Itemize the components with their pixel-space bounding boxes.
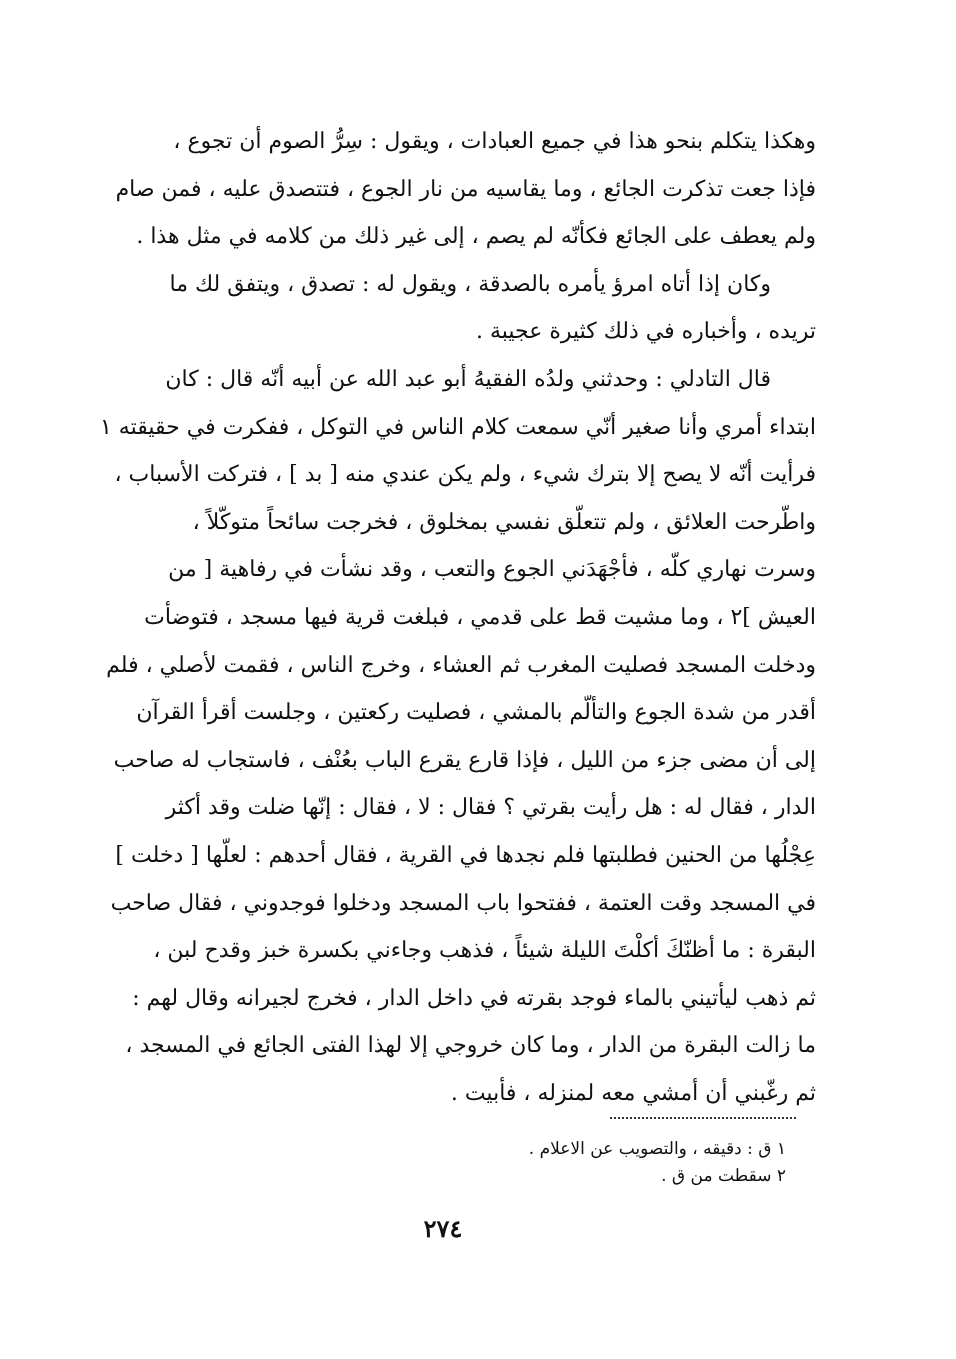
text-line: أقدر من شدة الجوع والتألّم بالمشي ، فصليت ركعتين ، وجلست أقرأ القرآن [136, 700, 816, 726]
main-text-block [99, 118, 816, 1117]
footnote-2: ٢ سقطت من ق . [661, 1166, 786, 1186]
text-line: واطّرحت العلائق ، ولم تتعلّق نفسي بمخلوق ، فخرجت سائحاً متوكّلاً ، [192, 509, 816, 535]
text-line: إلى أن مضى جزء من الليل ، فإذا قارع يقرع الباب بعُنْف ، فاستجاب له صاحب [113, 747, 816, 773]
text-line: ما زالت البقرة من الدار ، وما كان خروجي إلا لهذا الفتى الجائع في المسجد ، [125, 1033, 816, 1059]
text-line: وهكذا يتكلم بنحو هذا في جميع العبادات ، ويقول : سِرُّ الصوم أن تجوع ، [173, 129, 816, 154]
page-number: ٢٧٤ [423, 1214, 463, 1243]
text-line: ثم رغّبني أن أمشي معه لمنزله ، فأبيت . [450, 1080, 816, 1106]
text-line: وسرت نهاري كلّه ، فأجْهَدَني الجوع والتعب ، وقد نشأت في رفاهية [ من [168, 557, 816, 583]
text-line: فرأيت أنّه لا يصح إلا بترك شيء ، ولم يكن عندي منه [ بد ] ، فتركت الأسباب ، [114, 462, 816, 488]
text-line: في المسجد وقت العتمة ، ففتحوا باب المسجد ودخلوا فوجدوني ، فقال صاحب [110, 890, 816, 916]
footnote-divider [610, 1117, 796, 1119]
text-line: قال التادلي : وحدثني ولدُه الفقيهُ أبو عبد الله عن أبيه أنّه قال : كان [165, 366, 771, 392]
text-line: ثم ذهب ليأتيني بالماء فوجد بقرته في داخل الدار ، فخرج لجيرانه وقال لهم : [132, 985, 816, 1011]
text-line: تريده ، وأخباره في ذلك كثيرة عجيبة . [475, 319, 816, 345]
text-line: العيش ]٢ ، وما مشيت قط على قدمي ، فبلغت قرية فيها مسجد ، فتوضأت [144, 604, 816, 630]
text-line: وكان إذا أتاه امرؤ يأمره بالصدقة ، ويقول له : تصدق ، ويتفق لك ما [169, 271, 771, 297]
footnote-1: ١ ق : دقيقه ، والتصويب عن الاعلام . [528, 1139, 786, 1159]
text-line: الدار ، فقال له : هل رأيت بقرتي ؟ فقال : لا ، فقال : إنّها ضلت وقد أكثر [165, 795, 816, 821]
text-line: البقرة : ما أظنّكَ أكلْتَ الليلة شيئاً ، فذهب وجاءني بكسرة خبز وقدح لبن ، [153, 938, 816, 964]
text-line: ودخلت المسجد فصليت المغرب ثم العشاء ، وخرج الناس ، فقمت لأصلي ، فلم [106, 652, 816, 678]
footnotes [286, 1136, 786, 1190]
text-line: ولم يعطف على الجائع فكأنّه لم يصم ، إلى غير ذلك من كلامه في مثل هذا . [136, 224, 816, 250]
text-line: عِجْلُها من الحنين فطلبتها فلم نجدها في القرية ، فقال أحدهم : لعلّها [ دخلت ] [115, 842, 816, 868]
text-line: فإذا جعت تذكرت الجائع ، وما يقاسيه من نار الجوع ، فتتصدق عليه ، فمن صام [115, 176, 816, 202]
text-line: ابتداء أمري وأنا صغير أنّي سمعت كلام الناس في التوكل ، ففكرت في حقيقته ١ [99, 414, 816, 440]
